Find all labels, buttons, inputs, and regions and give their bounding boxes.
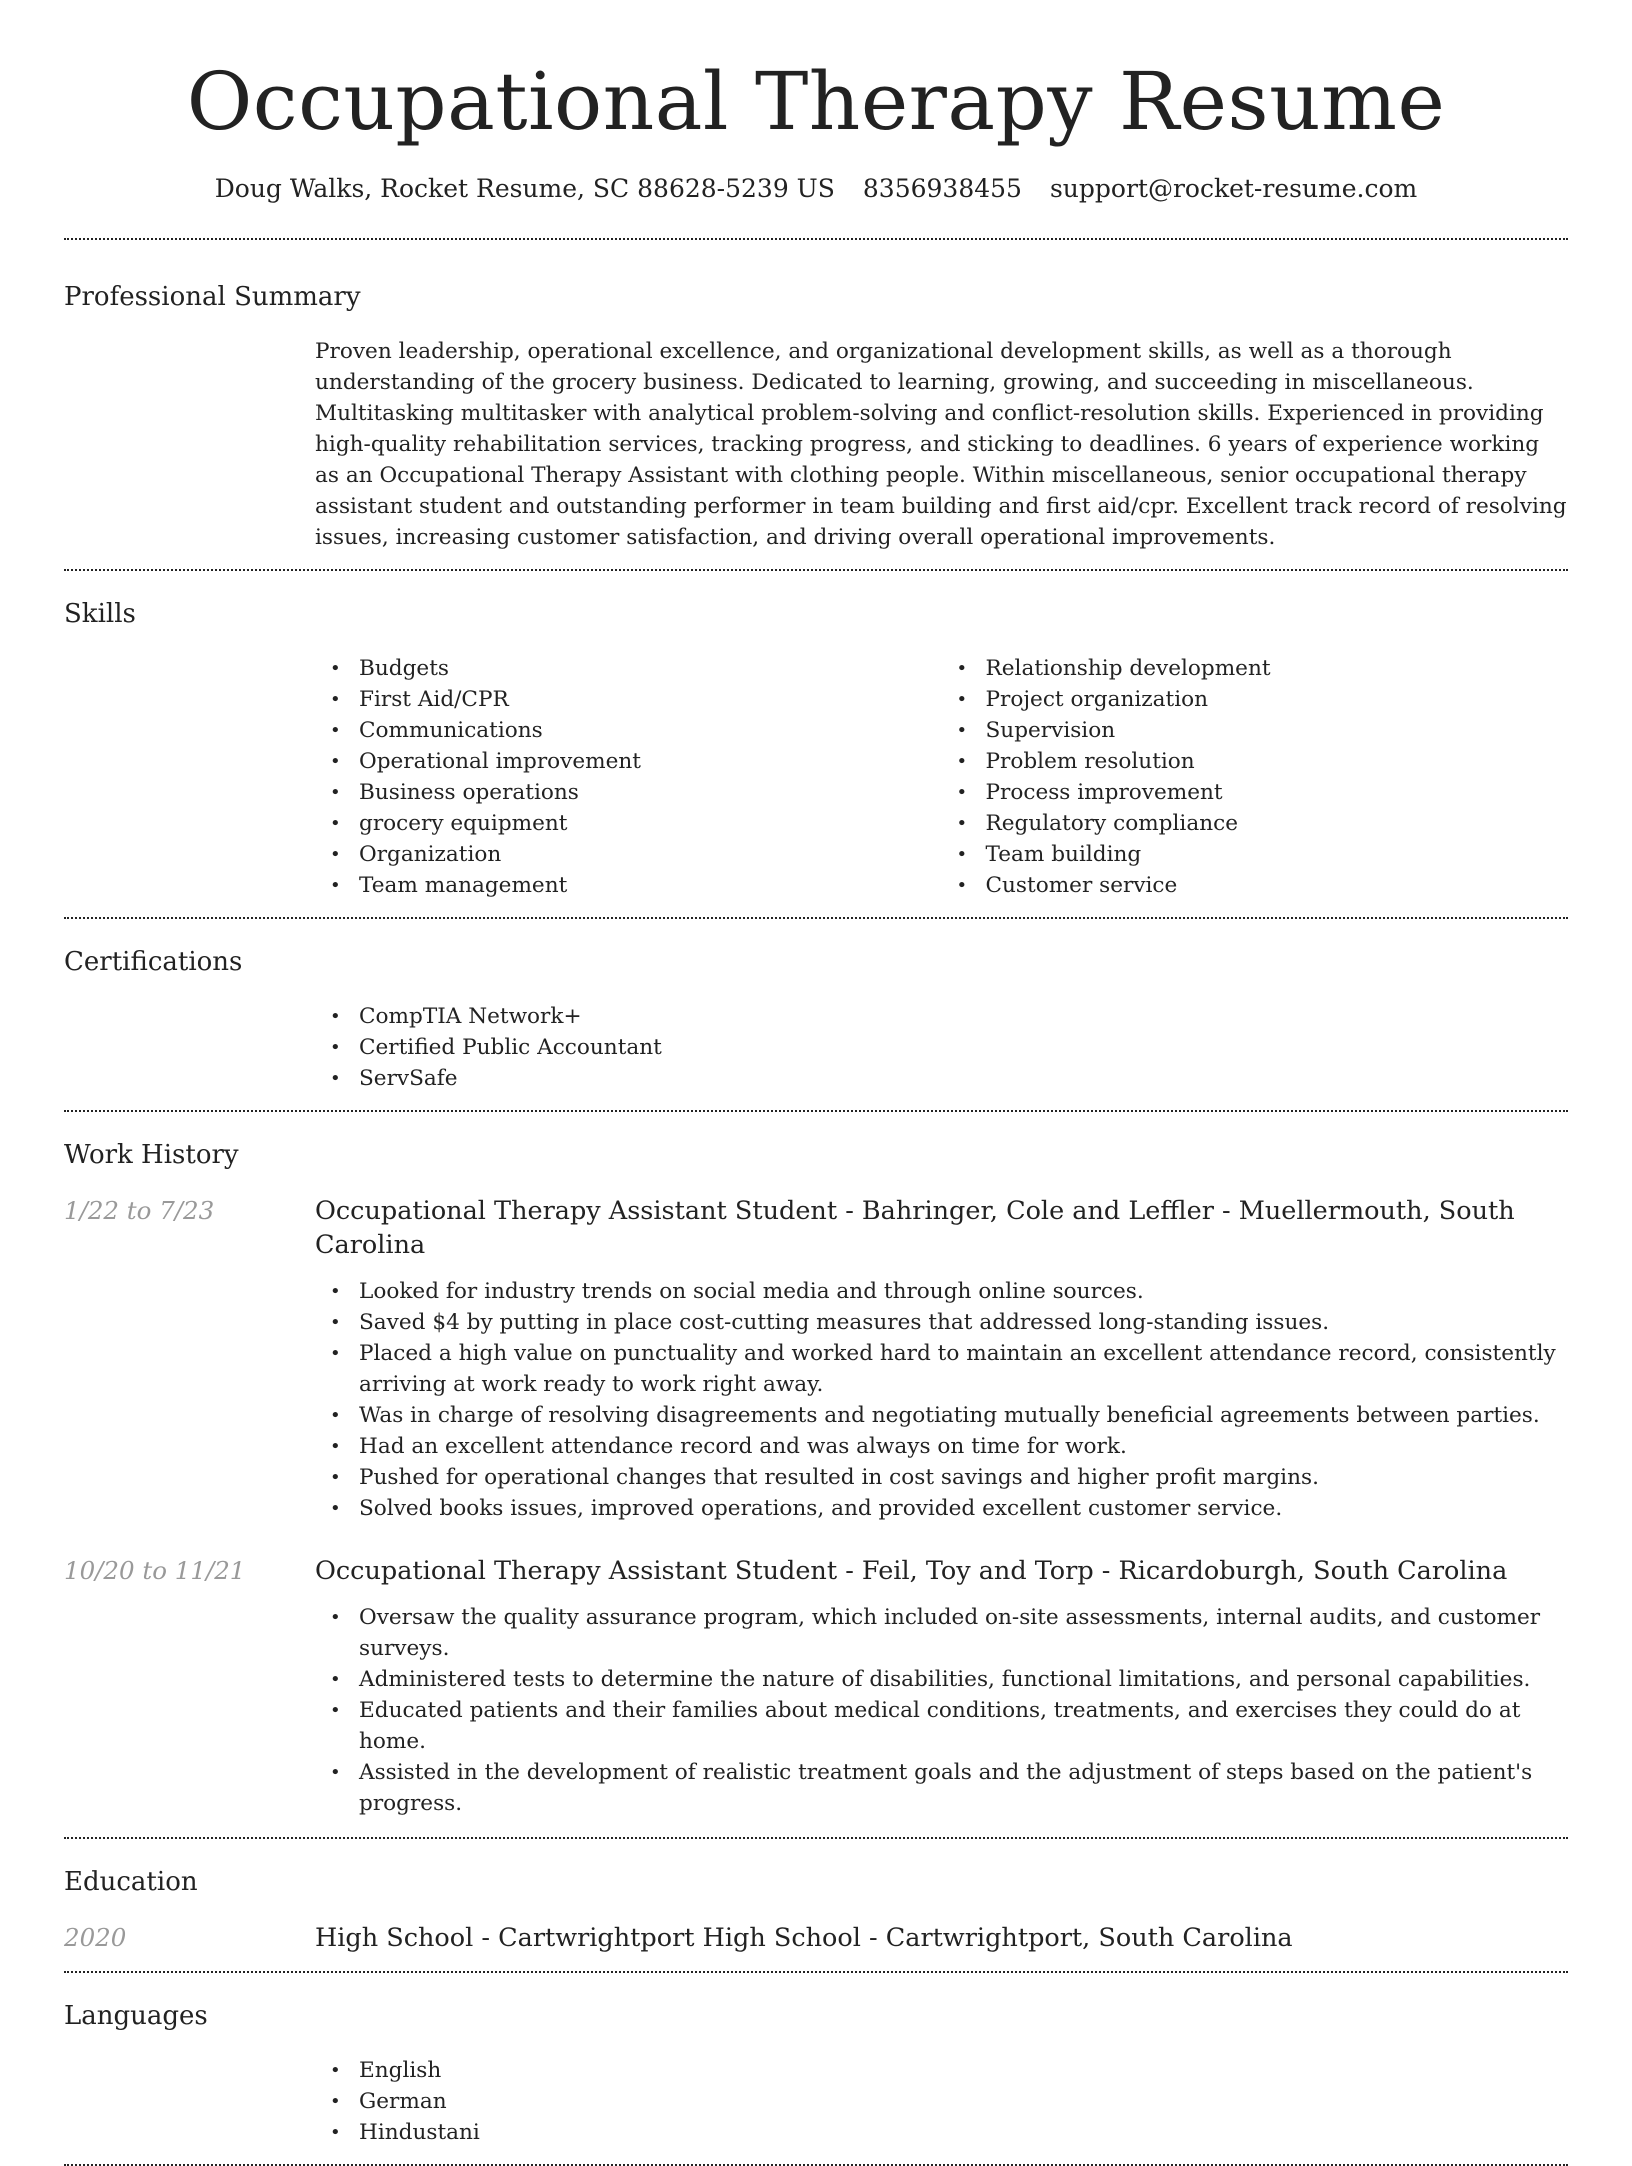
education-entry: [64, 1921, 1568, 1955]
language-item: • English: [359, 2055, 1568, 2086]
certifications-section: [64, 919, 1568, 1110]
skill-item: • grocery equipment: [359, 808, 942, 839]
job-entry-header: [64, 1194, 1568, 1262]
languages-heading: Languages: [64, 2001, 208, 2031]
job-title: Occupational Therapy Assistant Student - Bahringer, Cole and Leffler - Muellermouth, South Carolina: [315, 1196, 1515, 1260]
work-history-heading: Work History: [64, 1140, 239, 1170]
certifications-heading: Certifications: [64, 947, 243, 977]
skills-section: [64, 571, 1568, 917]
job-duty: • Had an excellent attendance record and was always on time for work.: [359, 1431, 1568, 1462]
summary-section: [64, 240, 1568, 569]
skill-item: • First Aid/CPR: [359, 684, 942, 715]
skills-list-left: [315, 653, 942, 901]
skill-item: • Process improvement: [986, 777, 1569, 808]
contact-address: Doug Walks, Rocket Resume, SC 88628-5239 US: [214, 174, 835, 203]
job-duty: • Oversaw the quality assurance program, which included on-site assessments, internal audits, and customer surveys.: [359, 1602, 1568, 1664]
languages-list: [315, 2055, 1568, 2148]
job-duty: • Was in charge of resolving disagreements and negotiating mutually beneficial agreements between parties.: [359, 1400, 1568, 1431]
job-entry-header: [64, 1554, 1568, 1588]
skill-item: • Organization: [359, 839, 942, 870]
contact-email: support@rocket-resume.com: [1049, 174, 1418, 203]
certifications-list: [315, 1001, 1568, 1094]
languages-section: [64, 1973, 1568, 2164]
summary-text: Proven leadership, operational excellence, and organizational development skills, as well as a thorough understanding of the grocery business. Dedicated to learning, growing, and succeeding in miscellaneous. Multitasking multitasker with analytical problem-solving and conflict-resolution skills. Experienced in providing high-quality rehabilitation services, tracking progress, and sticking to deadlines. 6 years of experience working as an Occupational Therapy Assistant with clothing people. Within miscellaneous, senior occupational therapy assistant student and outstanding performer in team building and first aid/cpr. Excellent track record of resolving issues, increasing customer satisfaction, and driving overall operational improvements.: [315, 339, 1567, 550]
job-duty: • Placed a high value on punctuality and worked hard to maintain an excellent attendance record, consistently arriving at work ready to work right away.: [359, 1338, 1568, 1400]
job-duties-list: [315, 1276, 1568, 1524]
education-heading: Education: [64, 1867, 198, 1897]
skill-item: • Communications: [359, 715, 942, 746]
contact-phone: 8356938455: [862, 174, 1022, 203]
skill-item: • Business operations: [359, 777, 942, 808]
education-section: [64, 1839, 1568, 1971]
job-duties-list: [315, 1602, 1568, 1819]
resume-header: [64, 50, 1568, 206]
language-item: • German: [359, 2086, 1568, 2117]
job-duty: • Assisted in the development of realistic treatment goals and the adjustment of steps based on the patient's progress.: [359, 1757, 1568, 1819]
certification-item: • CompTIA Network+: [359, 1001, 1568, 1032]
skill-item: • Budgets: [359, 653, 942, 684]
work-history-section: [64, 1112, 1568, 1837]
skill-item: • Problem resolution: [986, 746, 1569, 777]
skill-item: • Supervision: [986, 715, 1569, 746]
job-duty: • Saved $4 by putting in place cost-cutting measures that addressed long-standing issues.: [359, 1307, 1568, 1338]
education-year: 2020: [64, 1923, 127, 1952]
skill-item: • Operational improvement: [359, 746, 942, 777]
job-dates: 10/20 to 11/21: [64, 1556, 246, 1585]
skills-heading: Skills: [64, 599, 136, 629]
skill-item: • Team management: [359, 870, 942, 901]
resume-title: Occupational Therapy Resume: [186, 55, 1446, 148]
language-item: • Hindustani: [359, 2117, 1568, 2148]
skill-item: • Regulatory compliance: [986, 808, 1569, 839]
skills-list-right: [942, 653, 1569, 901]
job-duty: • Pushed for operational changes that resulted in cost savings and higher profit margins.: [359, 1462, 1568, 1493]
job-dates: 1/22 to 7/23: [64, 1196, 215, 1225]
certification-item: • ServSafe: [359, 1063, 1568, 1094]
skill-item: • Relationship development: [986, 653, 1569, 684]
job-title: Occupational Therapy Assistant Student - Feil, Toy and Torp - Ricardoburgh, South Carolina: [315, 1556, 1508, 1586]
job-duty: • Educated patients and their families about medical conditions, treatments, and exercises they could do at home.: [359, 1695, 1568, 1757]
certification-item: • Certified Public Accountant: [359, 1032, 1568, 1063]
skill-item: • Project organization: [986, 684, 1569, 715]
summary-heading: Professional Summary: [64, 282, 361, 312]
contact-line: [64, 172, 1568, 206]
job-duty: • Solved books issues, improved operations, and provided excellent customer service.: [359, 1493, 1568, 1524]
education-detail: High School - Cartwrightport High School - Cartwrightport, South Carolina: [315, 1923, 1293, 1953]
job-duty: • Administered tests to determine the nature of disabilities, functional limitations, and personal capabilities.: [359, 1664, 1568, 1695]
skill-item: • Customer service: [986, 870, 1569, 901]
skill-item: • Team building: [986, 839, 1569, 870]
job-duty: • Looked for industry trends on social media and through online sources.: [359, 1276, 1568, 1307]
